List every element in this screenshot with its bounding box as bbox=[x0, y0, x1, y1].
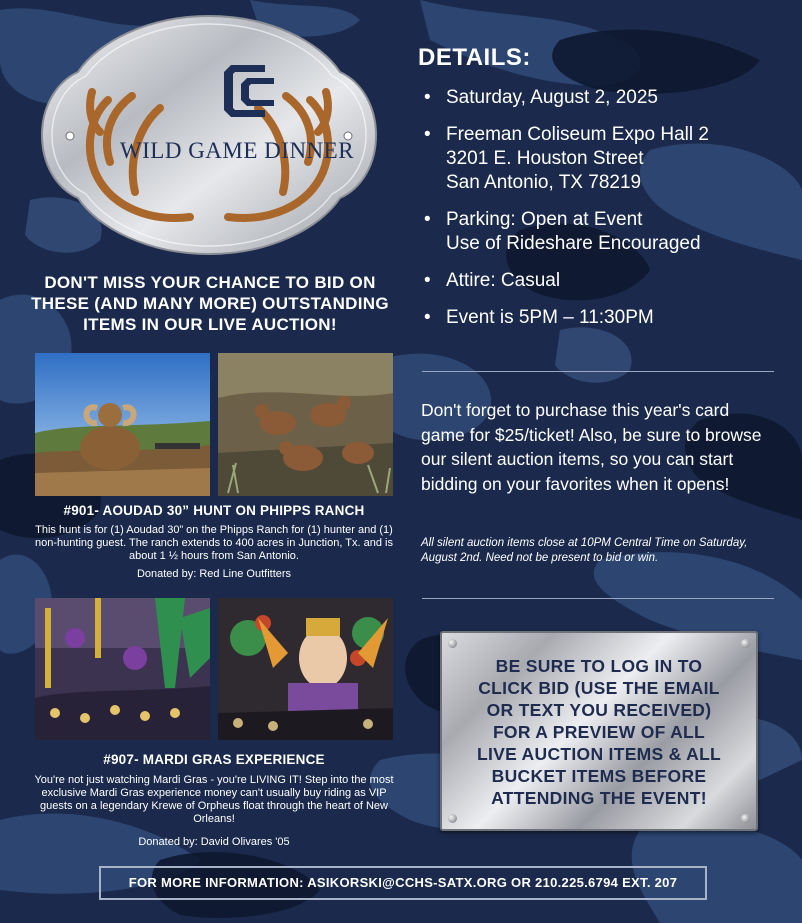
attire-text: Attire: Casual bbox=[446, 270, 561, 291]
venue-line-2: 3201 E. Houston Street bbox=[446, 148, 644, 169]
screw-icon bbox=[448, 814, 457, 823]
promo-line-3: ITEMS IN OUR LIVE AUCTION! bbox=[83, 315, 337, 334]
card-game-note: Don't forget to purchase this year's card game for $25/ticket! Also, be sure to browse our silent auction items, so you can start bidding on your favorites when it opens! bbox=[421, 400, 762, 494]
plate-line-1: BE SURE TO LOG IN TO bbox=[495, 656, 703, 676]
divider-2 bbox=[422, 598, 774, 599]
detail-date bbox=[424, 86, 784, 110]
parking-line-1: Parking: Open at Event bbox=[446, 209, 643, 230]
time-text: Event is 5PM – 11:30PM bbox=[446, 307, 654, 328]
bullet-icon: • bbox=[424, 87, 431, 108]
bullet-icon: • bbox=[424, 124, 431, 145]
click-bid-plate bbox=[440, 631, 758, 831]
screw-icon bbox=[741, 639, 750, 648]
badge-title: WILD GAME DINNER bbox=[119, 138, 355, 163]
detail-time bbox=[424, 306, 784, 330]
item-901-description: This hunt is for (1) Aoudad 30” on the Phipps Ranch for (1) hunter and (1) non-hunting guest. The ranch extends to 400 acres in Junction, Tx. and is about 1 ½ hours from San Antonio. bbox=[35, 524, 393, 562]
plate-line-7: ATTENDING THE EVENT! bbox=[491, 788, 707, 808]
details-heading: DETAILS: bbox=[418, 44, 531, 71]
cc-logo-icon bbox=[221, 62, 277, 120]
detail-date-text: Saturday, August 2, 2025 bbox=[446, 87, 658, 108]
item-901-donor: Donated by: Red Line Outfitters bbox=[136, 568, 292, 580]
details-list bbox=[424, 86, 784, 343]
detail-venue bbox=[424, 123, 784, 195]
click-bid-instructions bbox=[456, 655, 742, 809]
plate-line-4: FOR A PREVIEW OF ALL bbox=[492, 722, 706, 742]
screw-icon bbox=[448, 639, 457, 648]
bullet-icon: • bbox=[424, 209, 431, 230]
auction-promo-heading bbox=[14, 272, 406, 335]
promo-line-1: DON'T MISS YOUR CHANCE TO BID ON bbox=[44, 273, 376, 292]
venue-line-3: San Antonio, TX 78219 bbox=[446, 172, 642, 193]
venue-line-1: Freeman Coliseum Expo Hall 2 bbox=[446, 124, 709, 145]
item-907-donor: Donated by: David Olivares '05 bbox=[138, 836, 290, 848]
screw-icon bbox=[741, 814, 750, 823]
event-badge bbox=[40, 12, 378, 258]
divider-1 bbox=[422, 371, 774, 372]
mardi-gras-photo-1 bbox=[35, 598, 210, 740]
bullet-icon: • bbox=[424, 307, 431, 328]
item-907-description: You're not just watching Mardi Gras - you're LIVING IT! Step into the most exclusive Mardi Gras experience money can't usually buy riding as VIP guests on a legendary Krewe of Orpheus float through the heart of New Orleans! bbox=[34, 774, 394, 825]
mardi-gras-photo-2 bbox=[218, 598, 393, 740]
silent-auction-note: All silent auction items close at 10PM Central Time on Saturday, August 2nd. Need not be present to bid or win. bbox=[421, 537, 748, 564]
badge-plate bbox=[40, 12, 378, 258]
bullet-icon: • bbox=[424, 270, 431, 291]
aoudad-photo-2 bbox=[218, 353, 393, 496]
plate-line-3: OR TEXT YOU RECEIVED) bbox=[486, 700, 712, 720]
plate-line-5: LIVE AUCTION ITEMS & ALL bbox=[476, 744, 722, 764]
item-907-title: #907- MARDI GRAS EXPERIENCE bbox=[103, 752, 325, 767]
item-901-title: #901- AOUDAD 30” HUNT ON PHIPPS RANCH bbox=[63, 503, 365, 518]
aoudad-photo-1 bbox=[35, 353, 210, 496]
parking-line-2: Use of Rideshare Encouraged bbox=[446, 233, 701, 254]
plate-line-2: CLICK BID (USE THE EMAIL bbox=[478, 678, 720, 698]
detail-parking bbox=[424, 208, 784, 256]
contact-info-bar: FOR MORE INFORMATION: ASIKORSKI@CCHS-SATX.ORG OR 210.225.6794 EXT. 207 bbox=[99, 866, 707, 900]
plate-line-6: BUCKET ITEMS BEFORE bbox=[491, 766, 707, 786]
detail-attire bbox=[424, 269, 784, 293]
promo-line-2: THESE (AND MANY MORE) OUTSTANDING bbox=[31, 294, 389, 313]
